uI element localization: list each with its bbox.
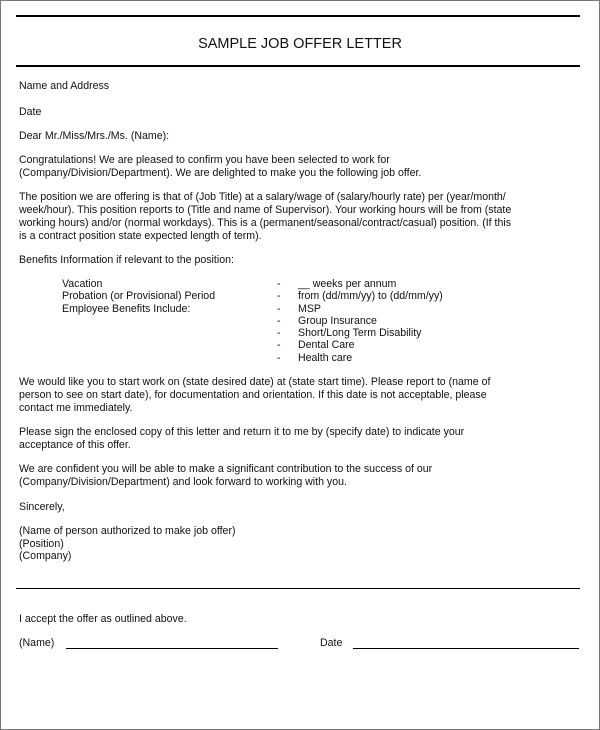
text-line: acceptance of this offer.: [19, 438, 131, 451]
date-signature-line[interactable]: [353, 648, 579, 649]
benefit-bullets: [277, 278, 281, 364]
paragraph-confident: [19, 463, 432, 489]
top-rule: [16, 15, 580, 17]
signature-block: [19, 525, 236, 563]
accept-date-label: Date: [320, 637, 343, 649]
text-line: (Company/Division/Department) and look forward to working with you.: [19, 475, 347, 488]
date-line: Date: [19, 106, 42, 118]
paragraph-sign: [19, 426, 464, 452]
benefit-item: MSP: [298, 302, 321, 315]
acceptance-rule: [16, 588, 580, 589]
text-line: Please sign the enclosed copy of this letter and return it to me by (specify date) to indicate your: [19, 426, 465, 438]
text-line: We would like you to start work on (state desired date) at (state start time). Please report to (name of: [19, 376, 491, 388]
benefit-item: from (dd/mm/yy) to (dd/mm/yy): [298, 290, 443, 303]
text-line: contact me immediately.: [19, 401, 133, 414]
text-line: The position we are offering is that of (Job Title) at a salary/wage of (salary/hourly rate) per (year/month/: [19, 191, 506, 203]
paragraph-position: [19, 191, 511, 243]
benefit-item: Health care: [298, 351, 353, 364]
bullet: -: [277, 290, 281, 303]
text-line: person to see on start date), for documentation and orientation. If this date is not acceptable, please: [19, 388, 487, 401]
accept-text: I accept the offer as outlined above.: [19, 613, 187, 625]
bullet: -: [277, 278, 281, 290]
title-rule: [16, 65, 580, 67]
benefit-item: Group Insurance: [298, 314, 377, 327]
signer-position: (Position): [19, 537, 64, 550]
name-signature-line[interactable]: [66, 648, 278, 649]
signer-company: (Company): [19, 550, 72, 562]
benefit-label: Employee Benefits Include:: [62, 302, 191, 315]
salutation: Dear Mr./Miss/Mrs./Ms. (Name):: [19, 130, 170, 142]
paragraph-start-date: [19, 376, 490, 415]
benefit-item: Short/Long Term Disability: [298, 327, 422, 340]
bullet: -: [277, 351, 281, 364]
page-title: SAMPLE JOB OFFER LETTER: [198, 36, 402, 52]
text-line: (Company/Division/Department). We are delighted to make you the following job offer.: [19, 166, 422, 179]
bullet: -: [277, 327, 281, 340]
benefit-item: __ weeks per annum: [298, 278, 397, 290]
text-line: is a contract position state expected length of term).: [19, 229, 262, 242]
benefits-labels: [62, 278, 215, 315]
text-line: Congratulations! We are pleased to confirm you have been selected to work for: [19, 154, 390, 166]
bullet: -: [277, 302, 281, 315]
text-line: We are confident you will be able to make a significant contribution to the success of our: [19, 463, 433, 475]
bullet: -: [277, 314, 281, 327]
accept-name-label: (Name): [19, 637, 55, 649]
benefit-items: [298, 278, 443, 364]
signer-name: (Name of person authorized to make job offer): [19, 525, 236, 537]
benefits-heading: Benefits Information if relevant to the position:: [19, 254, 234, 266]
benefit-label: Probation (or Provisional) Period: [62, 290, 216, 303]
text-line: week/hour). This position reports to (Title and name of Supervisor). Your working hours will be from (state: [19, 203, 512, 216]
closing: Sincerely,: [19, 501, 65, 513]
bullet: -: [277, 339, 281, 352]
name-address: Name and Address: [19, 80, 110, 92]
paragraph-congratulations: [19, 154, 421, 180]
text-line: working hours) and/or (normal workdays). This is a (permanent/seasonal/contract/casual) position. (If this: [19, 216, 512, 229]
benefit-label: Vacation: [62, 278, 103, 290]
benefit-item: Dental Care: [298, 339, 355, 352]
